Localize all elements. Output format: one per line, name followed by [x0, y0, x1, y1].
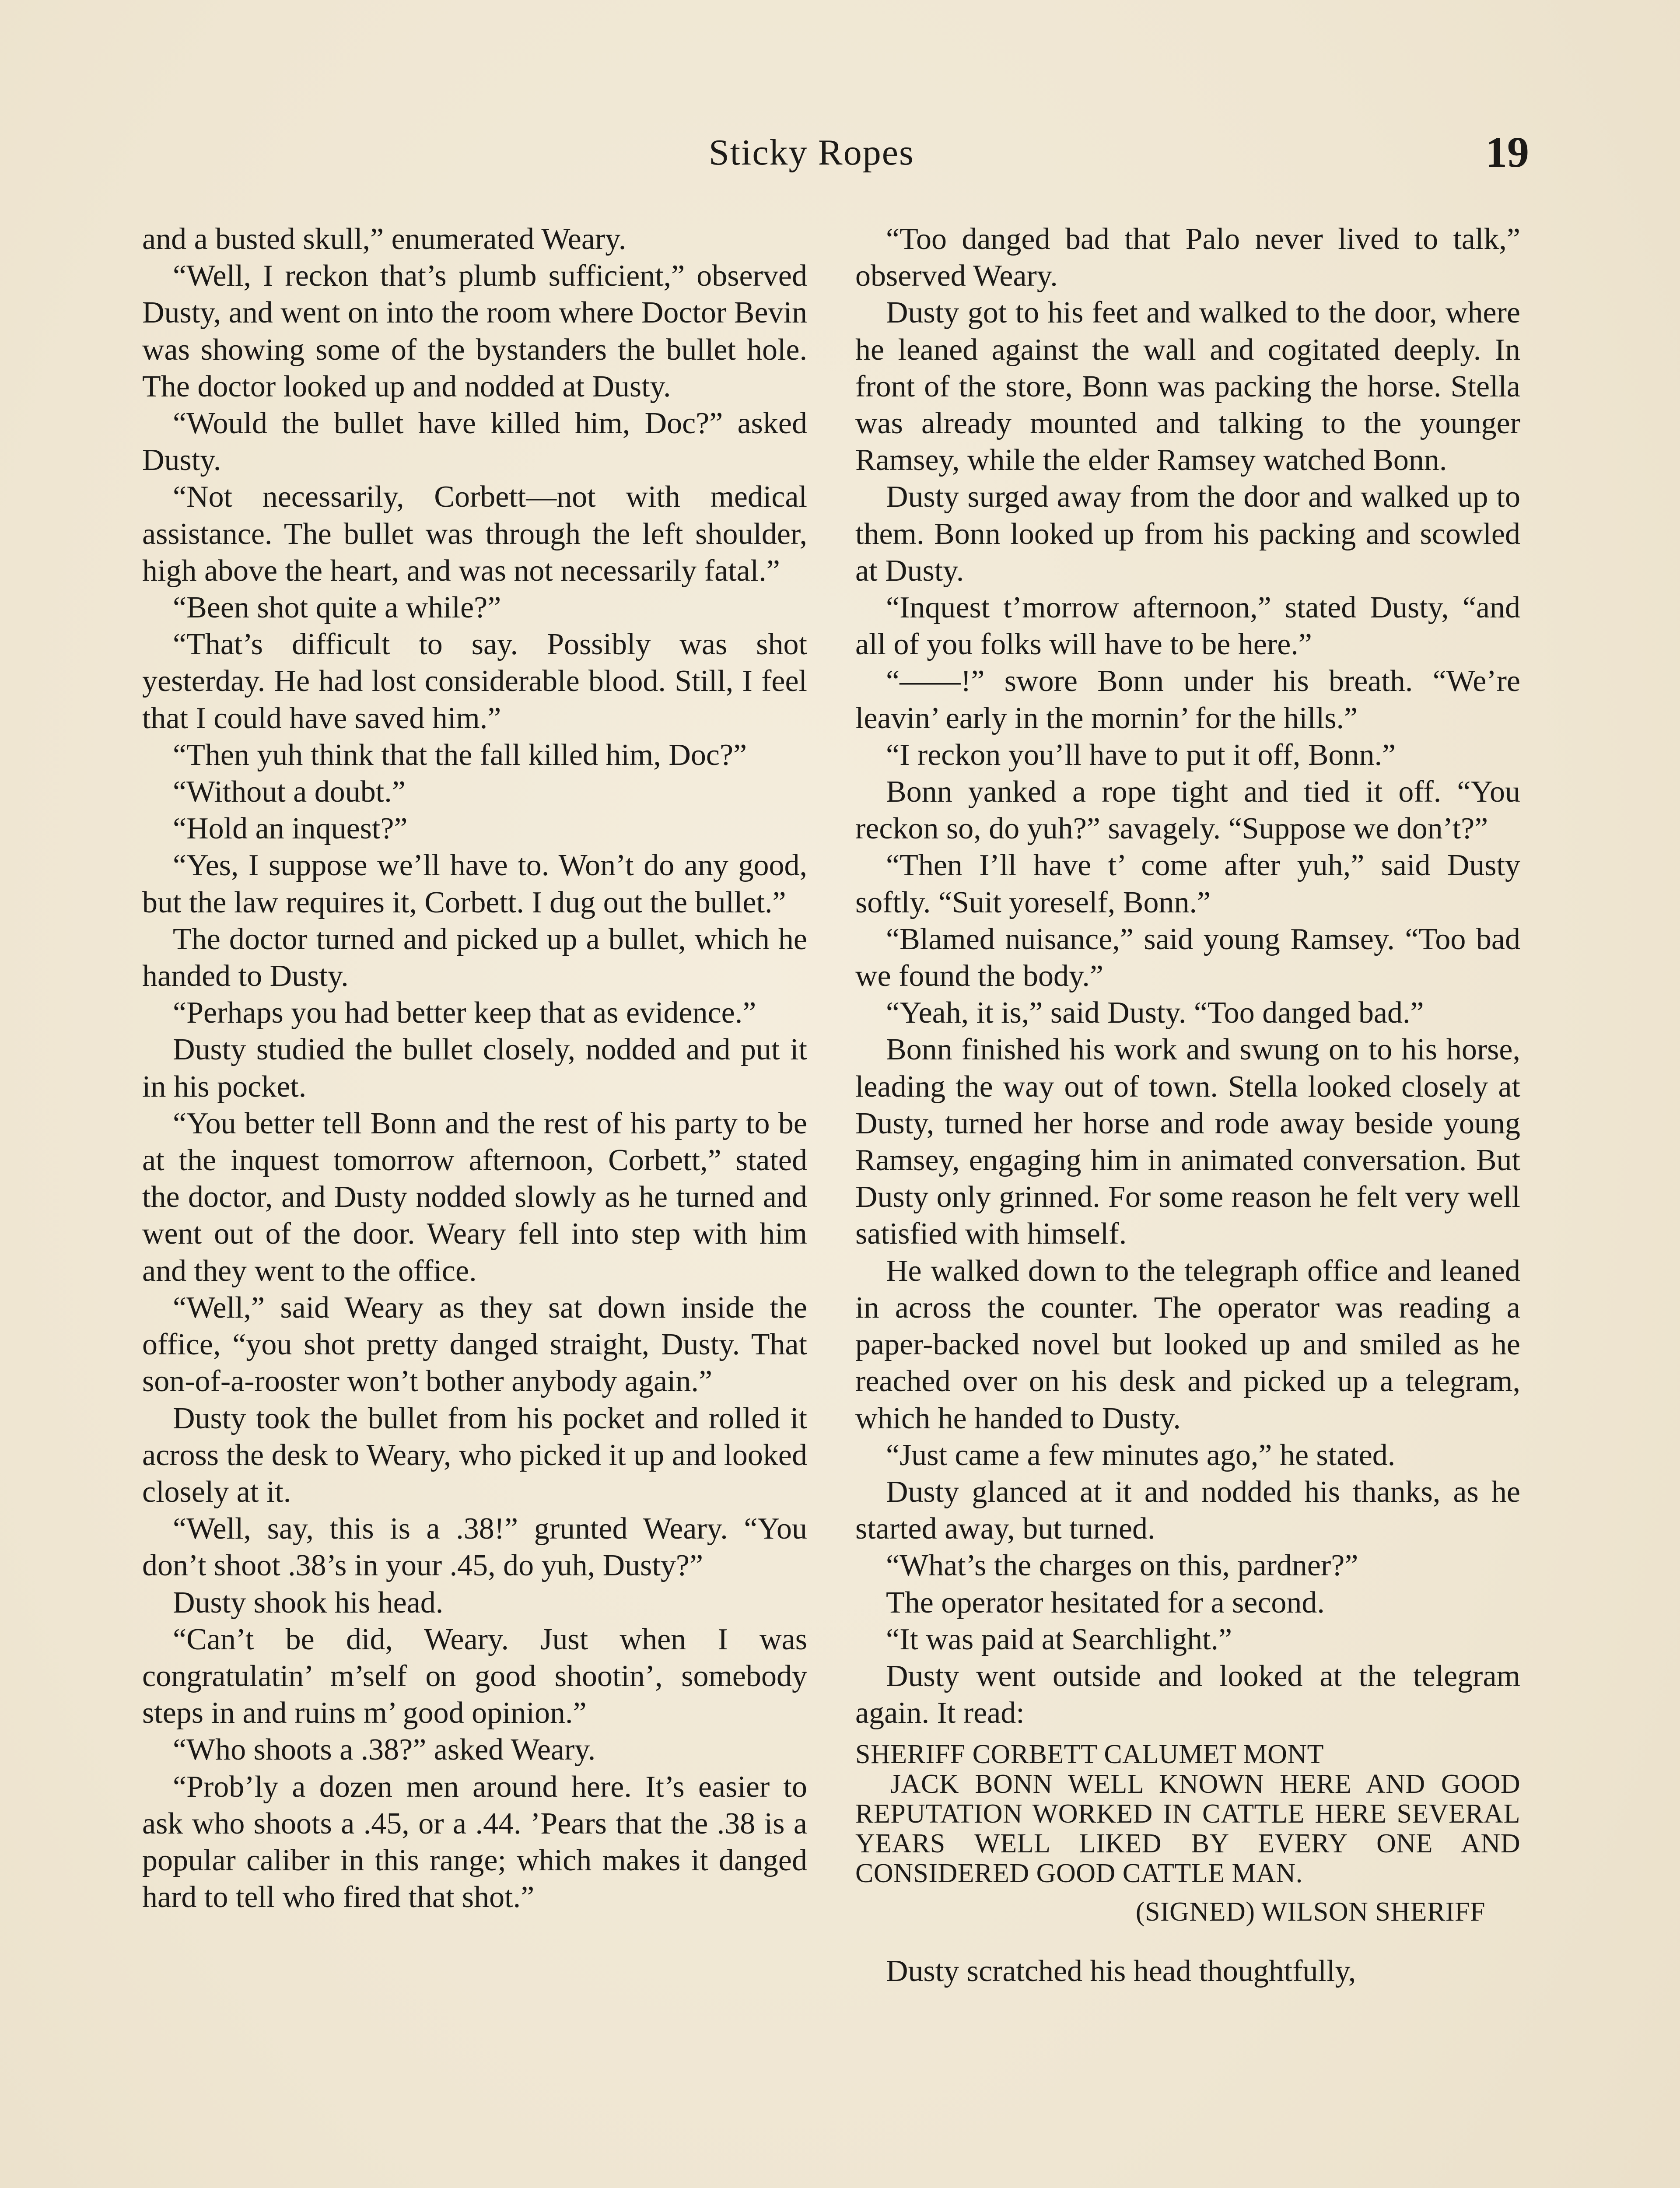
paragraph: “You better tell Bonn and the rest of his party to be at the inquest tomorrow afternoon, Corbett,” stated the doctor, and Dusty nodded slowly as he turned and went out of the door. Weary fell into step with him and they went to the office. — [142, 1106, 807, 1288]
paragraph: The doctor turned and picked up a bullet, which he handed to Dusty. — [142, 922, 807, 993]
paragraph: He walked down to the telegraph office and leaned in across the counter. The operator was reading a paper-backed novel but looked up and smiled as he reached over on his desk and picked up a telegram, which he handed to Dusty. — [855, 1254, 1520, 1435]
paragraph: “Then I’ll have t’ come after yuh,” said Dusty softly. “Suit yoreself, Bonn.” — [855, 849, 1520, 919]
paragraph: “Inquest t’morrow afternoon,” stated Dusty, “and all of you folks will have to be here.” — [855, 591, 1520, 662]
paragraph: Dusty took the bullet from his pocket and rolled it across the desk to Weary, who picked it up and looked closely at it. — [142, 1401, 807, 1509]
paragraph: Dusty went outside and looked at the telegram again. It read: — [855, 1659, 1520, 1730]
running-title: Sticky Ropes — [709, 132, 914, 173]
paragraph: “Not necessarily, Corbett—not with medical assistance. The bullet was through the left shoulder, high above the heart, and was not necessarily fatal.” — [142, 480, 807, 588]
paragraph: “It was paid at Searchlight.” — [886, 1622, 1232, 1656]
paragraph: “Can’t be did, Weary. Just when I was congratulatin’ m’self on good shootin’, somebody steps in and ruins m’ good opinion.” — [142, 1622, 807, 1730]
paragraph: Bonn finished his work and swung on to his horse, leading the way out of town. Stella looked closely at Dusty, turned her horse and rode away beside young Ramsey, engaging him in animated conversation. But Dusty only grinned. For some reason he felt very well satisfied with himself. — [855, 1033, 1520, 1251]
paragraph: The operator hesitated for a second. — [886, 1585, 1325, 1620]
paragraph: “Too danged bad that Palo never lived to talk,” observed Weary. — [855, 222, 1520, 293]
paragraph: “——!” swore Bonn under his breath. “We’re leavin’ early in the mornin’ for the hills.” — [855, 664, 1520, 735]
paragraph: “Well, say, this is a .38!” grunted Weary. “You don’t shoot .38’s in your .45, do yuh, Dusty?” — [142, 1512, 807, 1583]
page-number: 19 — [1485, 128, 1529, 176]
paragraph: Dusty studied the bullet closely, nodded and put it in his pocket. — [142, 1033, 807, 1104]
paragraph: “What’s the charges on this, pardner?” — [886, 1549, 1358, 1583]
paragraph: Dusty surged away from the door and walked up to them. Bonn looked up from his packing and scowled at Dusty. — [855, 480, 1520, 588]
paragraph: “That’s difficult to say. Possibly was shot yesterday. He had lost considerable blood. Still, I feel that I could have saved him.” — [142, 628, 807, 735]
paragraph: Dusty glanced at it and nodded his thanks, as he started away, but turned. — [855, 1475, 1520, 1546]
paragraph: “Would the bullet have killed him, Doc?” asked Dusty. — [142, 407, 807, 477]
page-header — [0, 127, 1680, 188]
paragraph: and a busted skull,” enumerated Weary. — [142, 222, 626, 256]
closing-paragraph: Dusty scratched his head thoughtfully, — [886, 1954, 1356, 1988]
paragraph: “Prob’ly a dozen men around here. It’s easier to ask who shoots a .45, or a .44. ’Pears that the .38 is a popular caliber in this range; which makes it danged hard to tell who fired that shot.” — [142, 1770, 807, 1914]
telegram-address: SHERIFF CORBETT CALUMET MONT — [855, 1739, 1324, 1770]
paragraph: “Hold an inquest?” — [173, 812, 408, 846]
right-column-paragraphs — [855, 221, 1520, 1732]
paragraph: Bonn yanked a rope tight and tied it off. “You reckon so, do yuh?” savagely. “Suppose we don’t?” — [855, 775, 1520, 846]
paragraph: “I reckon you’ll have to put it off, Bonn.” — [886, 738, 1396, 772]
telegram-signature: (SIGNED) WILSON SHERIFF — [1135, 1897, 1485, 1927]
paragraph: “Perhaps you had better keep that as evidence.” — [173, 996, 756, 1030]
telegram-body: JACK BONN WELL KNOWN HERE AND GOOD REPUTATION WORKED IN CATTLE HERE SEVERAL YEARS WELL LIKED BY EVERY ONE AND CONSIDERED GOOD CATTLE MAN. — [855, 1769, 1520, 1889]
paragraph: “Without a doubt.” — [173, 775, 406, 809]
paragraph: “Yes, I suppose we’ll have to. Won’t do any good, but the law requires it, Corbett. I dug out the bullet.” — [142, 849, 807, 919]
paragraph: “Well,” said Weary as they sat down inside the office, “you shot pretty danged straight, Dusty. That son-of-a-rooster won’t bother anybody again.” — [142, 1290, 807, 1399]
paragraph: Dusty shook his head. — [173, 1585, 444, 1620]
paragraph: “Yeah, it is,” said Dusty. “Too danged bad.” — [886, 996, 1424, 1030]
spacer — [855, 1927, 1520, 1953]
paragraph: “Well, I reckon that’s plumb sufficient,” observed Dusty, and went on into the room where Doctor Bevin was showing some of the bystanders the bullet hole. The doctor looked up and nodded at Dusty. — [142, 259, 807, 403]
paragraph: Dusty got to his feet and walked to the door, where he leaned against the wall and cogitated deeply. In front of the store, Bonn was packing the horse. Stella was already mounted and talking to the younger Ramsey, while the elder Ramsey watched Bonn. — [855, 296, 1520, 477]
paragraph: “Been shot quite a while?” — [173, 591, 501, 625]
left-column — [142, 221, 807, 1916]
paragraph: “Who shoots a .38?” asked Weary. — [173, 1733, 596, 1767]
telegram-text — [855, 1739, 1520, 1927]
paragraph: “Then yuh think that the fall killed him, Doc?” — [173, 738, 747, 772]
right-column — [855, 221, 1520, 1990]
paragraph: “Blamed nuisance,” said young Ramsey. “Too bad we found the body.” — [855, 922, 1520, 993]
paragraph: “Just came a few minutes ago,” he stated. — [886, 1438, 1396, 1472]
